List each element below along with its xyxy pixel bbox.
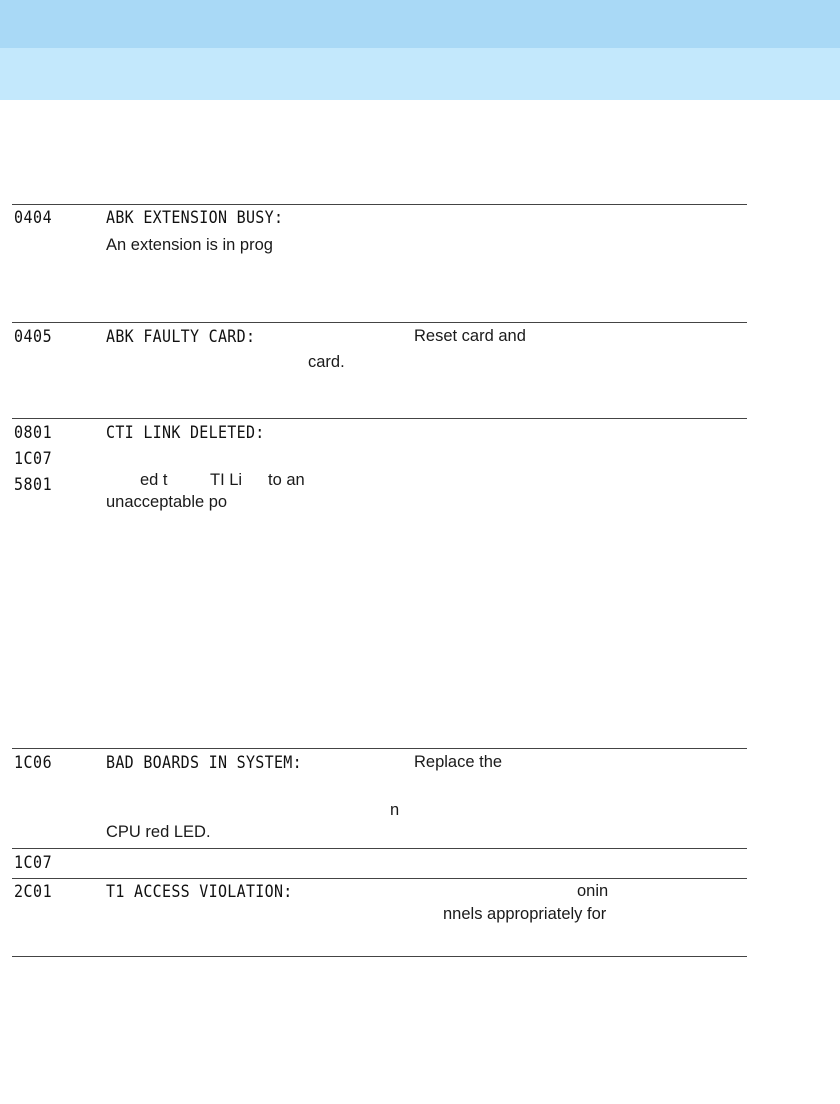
error-action-1C06-frag: n: [390, 801, 400, 819]
error-description-0404: An extension is in prog: [106, 236, 273, 254]
error-code-0404: 0404: [14, 207, 53, 228]
error-code-0801: 0801: [14, 422, 53, 443]
error-code-2C01: 2C01: [14, 881, 53, 902]
error-code-0405: 0405: [14, 326, 53, 347]
error-title-2C01: T1 ACCESS VIOLATION:: [106, 881, 293, 902]
error-action-0405: Reset card and: [414, 327, 526, 345]
header-band-top: [0, 0, 840, 48]
error-description-0801-line-2: unacceptable po: [106, 493, 228, 511]
error-title-0404: ABK EXTENSION BUSY:: [106, 207, 284, 228]
error-action-1C06-line-2: CPU red LED.: [106, 823, 211, 841]
error-description-0801-frag-1: ed t: [140, 471, 168, 489]
error-action-2C01-frag-2: nnels appropriately for: [443, 905, 607, 923]
divider-1C06: [12, 748, 747, 749]
error-description-0801-frag-2: TI Li: [210, 471, 243, 489]
divider-end: [12, 956, 747, 957]
error-action-2C01-frag-1: onin: [577, 882, 609, 900]
divider-0801: [12, 418, 747, 419]
error-description-0801-frag-3: to an: [268, 471, 305, 489]
error-action-0405-cont: card.: [308, 353, 345, 371]
error-code-5801: 5801: [14, 474, 53, 495]
error-title-0801: CTI LINK DELETED:: [106, 422, 265, 443]
header-band-bottom: [0, 48, 840, 100]
error-title-0405: ABK FAULTY CARD:: [106, 326, 256, 347]
error-code-1C06: 1C06: [14, 752, 53, 773]
error-code-1C07: 1C07: [14, 852, 53, 873]
error-action-1C06: Replace the: [414, 753, 503, 771]
error-code-1C07-a: 1C07: [14, 448, 53, 469]
divider-0405: [12, 322, 747, 323]
divider-0404: [12, 204, 747, 205]
divider-2C01: [12, 878, 747, 879]
divider-1C07: [12, 848, 747, 849]
error-title-1C06: BAD BOARDS IN SYSTEM:: [106, 752, 302, 773]
